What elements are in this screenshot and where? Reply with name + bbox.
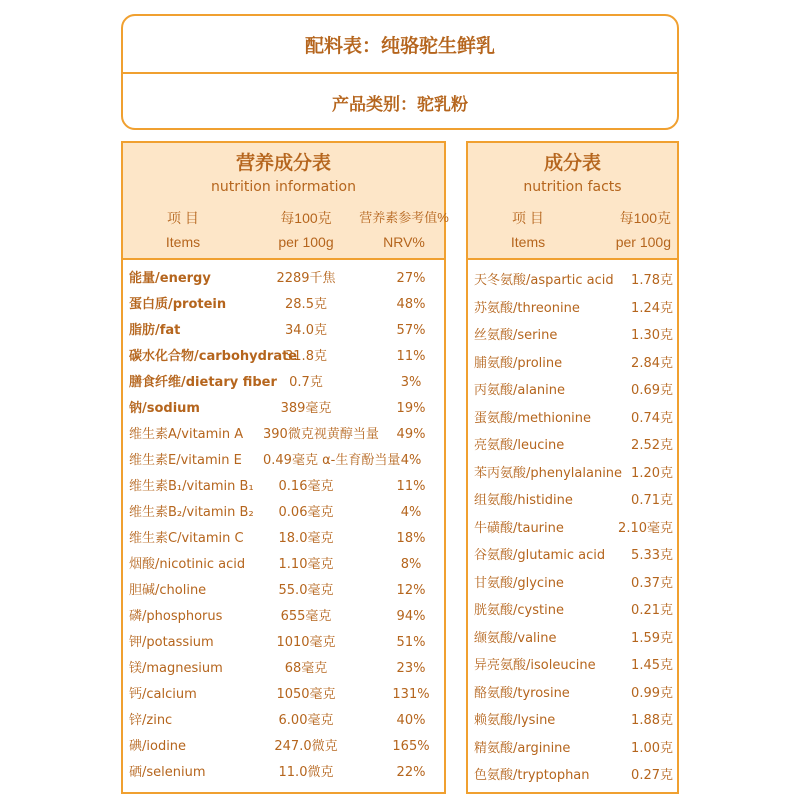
nutrient-amount: 0.06毫克 [278,505,334,520]
nutrient-nrv: 23% [396,661,426,676]
nutrient-name: 维生素B₂/vitamin B₂ [129,505,254,520]
nutrient-name: 维生素B₁/vitamin B₁ [129,479,254,494]
nutrient-name: 钠/sodium [129,401,200,416]
amino-acid-name: 精氨酸/arginine [474,740,571,756]
table-row [468,323,677,349]
table-row [123,422,444,448]
nutrient-nrv: 131% [392,687,430,702]
nutrient-nrv: 40% [396,713,426,728]
table-row [468,653,677,679]
col-item-en: Items [165,234,201,250]
col-nrv-en: NRV% [383,234,425,250]
nutrient-amount: 1.10毫克 [278,557,334,572]
nutrient-nrv: 22% [396,765,426,780]
nutrient-name: 胆碱/choline [129,583,207,598]
nutrient-amount: 0.49毫克 α-生育酚当量 [263,453,401,468]
nutrient-name: 锌/zinc [129,713,173,728]
table-row [468,571,677,597]
nutrient-name: 脂肪/fat [129,323,181,338]
table-row [123,474,444,500]
nutrient-amount: 0.16毫克 [278,479,334,494]
amino-acid-name: 丙氨酸/alanine [474,383,566,398]
nutrient-name: 膳食纤维/dietary fiber [129,375,277,390]
nutrient-amount: 389毫克 [280,401,332,416]
nutrient-nrv: 165% [392,739,430,754]
table-row [468,461,677,487]
amino-acid-name: 酪氨酸/tyrosine [474,685,570,701]
nutrient-amount: 390微克视黄醇当量 [263,427,379,442]
ingredients-line: 配料表：纯骆驼生鲜乳 [123,16,677,74]
table-row [123,656,444,682]
nutrient-nrv: 51% [396,635,426,650]
amino-acid-amount: 0.99克 [631,685,673,701]
nutrient-amount: 34.0克 [285,323,327,338]
amino-acid-amount: 0.27克 [631,768,673,783]
nutrient-amount: 1010毫克 [276,635,336,650]
col-nrv-cn: 营养素参考值% [359,210,449,225]
nutrient-name: 能量/energy [129,271,211,286]
nutrient-amount: 28.5克 [285,297,327,312]
nutrient-name: 钾/potassium [129,635,214,650]
nutrition-table-header [123,143,449,260]
amino-acid-name: 牛磺酸/taurine [474,520,564,536]
nutrition-info-table [121,141,449,794]
amino-acid-amount: 1.88克 [631,713,673,728]
amino-acid-amount: 0.71克 [631,493,673,508]
nutrient-amount: 68毫克 [284,661,328,676]
nutrient-nrv: 27% [396,271,426,286]
nutrient-nrv: 4% [400,505,422,520]
table-row [468,516,677,542]
amino-acid-amount: 2.10毫克 [618,520,673,536]
table-row [123,630,444,656]
table-row [468,736,677,762]
nutrient-amount: 1050毫克 [276,687,336,702]
table-row [468,351,677,377]
nutrient-name: 碘/iodine [129,739,187,754]
amino-acid-amount: 1.24克 [631,300,673,316]
amino-acid-name: 丝氨酸/serine [474,328,558,343]
table-row [123,760,444,786]
table-row [123,578,444,604]
facts-subtitle: nutrition facts [523,179,622,195]
facts-table-header [468,143,677,260]
col-amount-en: per 100g [615,234,671,250]
amino-acid-amount: 2.52克 [631,438,673,453]
table-row [123,396,444,422]
table-row [123,526,444,552]
amino-acid-name: 缬氨酸/valine [474,630,557,646]
nutrient-name: 镁/magnesium [129,661,223,676]
nutrient-nrv: 57% [396,323,426,338]
table-row [468,406,677,432]
amino-acid-name: 甘氨酸/glycine [474,575,564,591]
amino-acid-name: 蛋氨酸/methionine [474,410,592,426]
nutrient-name: 磷/phosphorus [129,609,223,624]
amino-acid-name: 组氨酸/histidine [474,493,573,508]
nutrient-nrv: 49% [396,427,426,442]
nutrient-amount: 31.8克 [285,349,327,364]
nutrient-name: 碳水化合物/carbohydrate [129,349,298,364]
amino-acid-amount: 0.74克 [631,410,673,426]
nutrient-nrv: 11% [396,479,426,494]
col-amount-cn: 每100克 [280,210,332,226]
amino-acid-amount: 1.00克 [631,740,673,756]
nutrition-title: 营养成分表 [235,152,331,174]
table-row [468,626,677,652]
nutrient-name: 维生素C/vitamin C [129,531,244,546]
amino-acid-amount: 1.20克 [631,465,673,481]
nutrient-amount: 2289千焦 [276,271,336,286]
nutrient-name: 硒/selenium [129,765,206,780]
product-info-box [121,14,679,130]
table-row [123,552,444,578]
amino-acid-name: 亮氨酸/leucine [474,438,565,453]
table-row [468,598,677,624]
amino-acid-amount: 0.69克 [631,383,673,398]
nutrient-amount: 247.0微克 [274,739,338,754]
amino-acid-name: 异亮氨酸/isoleucine [474,658,596,673]
nutrient-nrv: 19% [396,401,426,416]
col-item-cn: 项 目 [167,210,199,226]
amino-acid-amount: 2.84克 [631,355,673,371]
nutrient-amount: 0.7克 [289,375,323,390]
nutrition-facts-table [466,141,679,794]
table-row [123,292,444,318]
nutrient-nrv: 3% [400,375,422,390]
nutrient-nrv: 12% [396,583,426,598]
nutrient-nrv: 11% [396,349,426,364]
nutrient-name: 烟酸/nicotinic acid [129,557,246,572]
table-row [468,488,677,514]
amino-acid-name: 赖氨酸/lysine [474,713,556,728]
nutrient-name: 钙/calcium [129,687,197,702]
amino-acid-name: 苏氨酸/threonine [474,300,580,316]
amino-acid-amount: 1.45克 [631,658,673,673]
table-row [123,344,444,370]
table-row [468,543,677,569]
nutrient-nrv: 94% [396,609,426,624]
amino-acid-name: 胱氨酸/cystine [474,603,564,618]
amino-acid-amount: 0.37克 [631,575,673,591]
amino-acid-name: 色氨酸/tryptophan [474,768,590,783]
amino-acid-amount: 1.30克 [631,328,673,343]
amino-acid-amount: 0.21克 [631,603,673,618]
nutrient-nrv: 8% [400,557,422,572]
table-row [468,378,677,404]
table-row [123,682,444,708]
nutrient-amount: 55.0毫克 [278,583,334,598]
nutrition-subtitle: nutrition information [211,179,356,195]
nutrient-amount: 18.0毫克 [278,531,334,546]
nutrient-amount: 655毫克 [280,609,332,624]
table-row [468,708,677,734]
table-row [123,370,444,396]
amino-acid-name: 脯氨酸/proline [474,355,563,371]
amino-acid-amount: 1.78克 [631,273,673,288]
amino-acid-name: 谷氨酸/glutamic acid [474,548,606,563]
col-item-cn: 项 目 [512,210,544,226]
table-row [468,763,677,789]
col-item-en: Items [510,234,546,250]
table-row [123,734,444,760]
nutrient-nrv: 48% [396,297,426,312]
table-row [123,448,444,474]
table-row [468,433,677,459]
col-amount-en: per 100g [278,234,334,250]
nutrient-amount: 6.00毫克 [278,713,334,728]
nutrient-nrv: 18% [396,531,426,546]
facts-title: 成分表 [543,152,601,174]
table-row [123,266,444,292]
category-line: 产品类别：驼乳粉 [332,94,468,115]
nutrient-nrv: 4% [400,453,422,468]
amino-acid-amount: 1.59克 [631,630,673,646]
amino-acid-amount: 5.33克 [631,548,673,563]
table-row [123,500,444,526]
table-row [123,318,444,344]
nutrient-name: 维生素E/vitamin E [129,453,242,468]
nutrient-amount: 11.0微克 [278,765,334,780]
table-row [123,708,444,734]
table-row [123,604,444,630]
nutrient-name: 维生素A/vitamin A [129,427,244,442]
table-row [468,296,677,322]
col-amount-cn: 每100克 [619,210,671,226]
table-row [468,681,677,707]
nutrient-name: 蛋白质/protein [129,297,227,312]
amino-acid-name: 苯丙氨酸/phenylalanine [474,465,623,481]
amino-acid-name: 天冬氨酸/aspartic acid [474,273,614,288]
table-row [468,268,677,294]
